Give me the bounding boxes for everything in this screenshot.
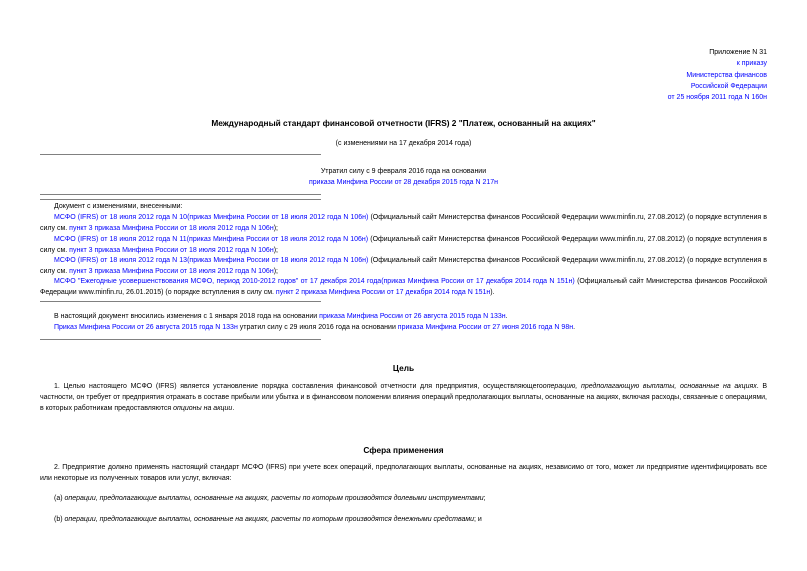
- document-subtitle: (с изменениями на 17 декабря 2014 года): [335, 140, 472, 147]
- note-2-text: утратил силу с 29 июля 2016 года на основании: [237, 324, 398, 331]
- change-1-mid: (Официальный сайт Министерства финансов Российской Федерации www.minfin.ru, 27.08.2012) (о порядке вступления в силу см.: [40, 214, 767, 232]
- change-3-mid: (Официальный сайт Министерства финансов Российской Федерации www.minfin.ru, 27.08.2012) (о порядке вступления в силу см.: [40, 257, 767, 275]
- change-2-end: );: [273, 247, 278, 254]
- change-3-lead[interactable]: МСФО (IFRS) от 18 июля 2012 года N 13: [54, 257, 188, 264]
- change-4-end: ).: [490, 289, 495, 296]
- goal-p1-term-2: опционы на акции: [173, 405, 233, 412]
- change-item-4: [40, 276, 767, 298]
- change-4-order-link[interactable]: (приказ Минфина России от 17 декабря 2014 года N 151н): [381, 278, 575, 285]
- scope-item-b: [54, 516, 482, 523]
- annex-line-5[interactable]: от 25 ноября 2011 года N 160н: [667, 94, 767, 102]
- change-2-mid: (Официальный сайт Министерства финансов Российской Федерации www.minfin.ru, 27.08.2012) (о порядке вступления в силу см.: [40, 236, 767, 254]
- goal-p1-term: операцию, предполагающую выплаты, основанные на акциях: [542, 383, 757, 390]
- note-2-link[interactable]: Приказ Минфина России от 26 августа 2015 года N 133н: [54, 324, 238, 331]
- note-2-end: .: [573, 324, 576, 331]
- scope-b-text: операции, предполагающие выплаты, основанные на акциях, расчеты по которым производятся денежными средствами: [64, 516, 475, 523]
- note-line-2: [54, 324, 575, 331]
- change-1-tail-link[interactable]: пункт 3 приказа Минфина России от 18 июля 2012 года N 106н: [69, 225, 274, 232]
- scope-item-a: [54, 495, 486, 502]
- change-4-mid: (Официальный сайт Министерства финансов Российской Федерации www.minfin.ru, 26.01.2015) (о порядке вступления в силу см.: [40, 278, 767, 296]
- divider: [40, 199, 321, 200]
- change-4-lead[interactable]: МСФО "Ежегодные усовершенствования МСФО, период 2010-2012 годов" от 17 декабря 2014 года: [54, 278, 382, 285]
- annex-line-2[interactable]: к приказу: [736, 60, 767, 68]
- goal-p1-c: . В частности, он требует от предприятия отражать в составе прибыли или убытка и в финансовом положении влияния операций предполагающих выплаты, основанные на акциях, включая расходы, связанные с операциями, в которых работникам предоставляются: [40, 383, 768, 412]
- goal-paragraph: [40, 381, 767, 414]
- change-4-tail-link[interactable]: пункт 2 приказа Минфина России от 17 декабря 2014 года N 151н: [275, 289, 491, 296]
- goal-p1-a: 1. Целью настоящего МСФО (IFRS) является установление порядка составления финансовой отчетности для предприятия, осуществляющего: [54, 383, 543, 390]
- goal-heading: Цель: [392, 363, 415, 373]
- goal-p1-end: .: [232, 405, 235, 412]
- scope-paragraph: 2. Предприятие должно применять настоящий стандарт МСФО (IFRS) при учете всех операций, предполагающих выплаты, основанные на акциях, независимо от того, может ли предприятие идентифицировать все или некоторые из полученных товаров или услуг, включая:: [40, 464, 767, 482]
- annex-line-1: Приложение N 31: [709, 49, 767, 56]
- annex-line-4[interactable]: Российской Федерации: [690, 82, 767, 90]
- change-2-order-link[interactable]: (приказ Минфина России от 18 июля 2012 года N 106н): [186, 236, 369, 243]
- changes-intro: Документ с изменениями, внесенными:: [54, 203, 183, 210]
- scope-heading: Сфера применения: [363, 445, 444, 455]
- change-3-tail-link[interactable]: пункт 3 приказа Минфина России от 18 июля 2012 года N 106н: [69, 268, 274, 275]
- divider: [40, 194, 321, 195]
- change-1-order-link[interactable]: (приказ Минфина России от 18 июля 2012 года N 106н): [187, 214, 369, 221]
- change-3-end: );: [273, 268, 278, 275]
- scope-a-label: (a): [54, 495, 65, 502]
- change-1-lead[interactable]: МСФО (IFRS) от 18 июля 2012 года N 10: [54, 214, 188, 221]
- change-item-1: [40, 212, 767, 234]
- change-1-end: );: [273, 225, 278, 232]
- annex-block: [517, 47, 767, 103]
- note-1-text: В настоящий документ вносились изменения с 1 января 2018 года на основании: [54, 313, 320, 320]
- change-3-order-link[interactable]: (приказ Минфина России от 18 июля 2012 года N 106н): [187, 257, 369, 264]
- scope-b-end: ; и: [474, 516, 482, 523]
- note-2-link-2[interactable]: приказа Минфина России от 27 июня 2016 года N 98н: [397, 324, 574, 331]
- divider: [40, 301, 321, 302]
- change-2-lead[interactable]: МСФО (IFRS) от 18 июля 2012 года N 11: [54, 236, 187, 243]
- scope-b-label: (b): [54, 516, 65, 523]
- note-1-link[interactable]: приказа Минфина России от 26 августа 2015 года N 133н: [319, 313, 506, 320]
- note-1-end: .: [505, 313, 508, 320]
- change-item-3: [40, 255, 767, 277]
- note-line-1: [54, 313, 508, 320]
- scope-a-text: операции, предполагающие выплаты, основанные на акциях, расчеты по которым производятся долевыми инструментами: [64, 495, 484, 502]
- void-link[interactable]: приказа Минфина России от 28 декабря 2015 года N 217н: [308, 179, 499, 186]
- annex-line-3[interactable]: Министерства финансов: [686, 71, 767, 79]
- divider: [40, 339, 321, 340]
- divider: [40, 154, 321, 155]
- change-item-2: [40, 234, 767, 256]
- void-text: Утратил силу с 9 февраля 2016 года на основании: [320, 168, 487, 175]
- document-title: Международный стандарт финансовой отчетности (IFRS) 2 "Платеж, основанный на акциях": [211, 118, 596, 128]
- change-2-tail-link[interactable]: пункт 3 приказа Минфина России от 18 июля 2012 года N 106н: [69, 247, 274, 254]
- scope-a-end: ;: [483, 495, 486, 502]
